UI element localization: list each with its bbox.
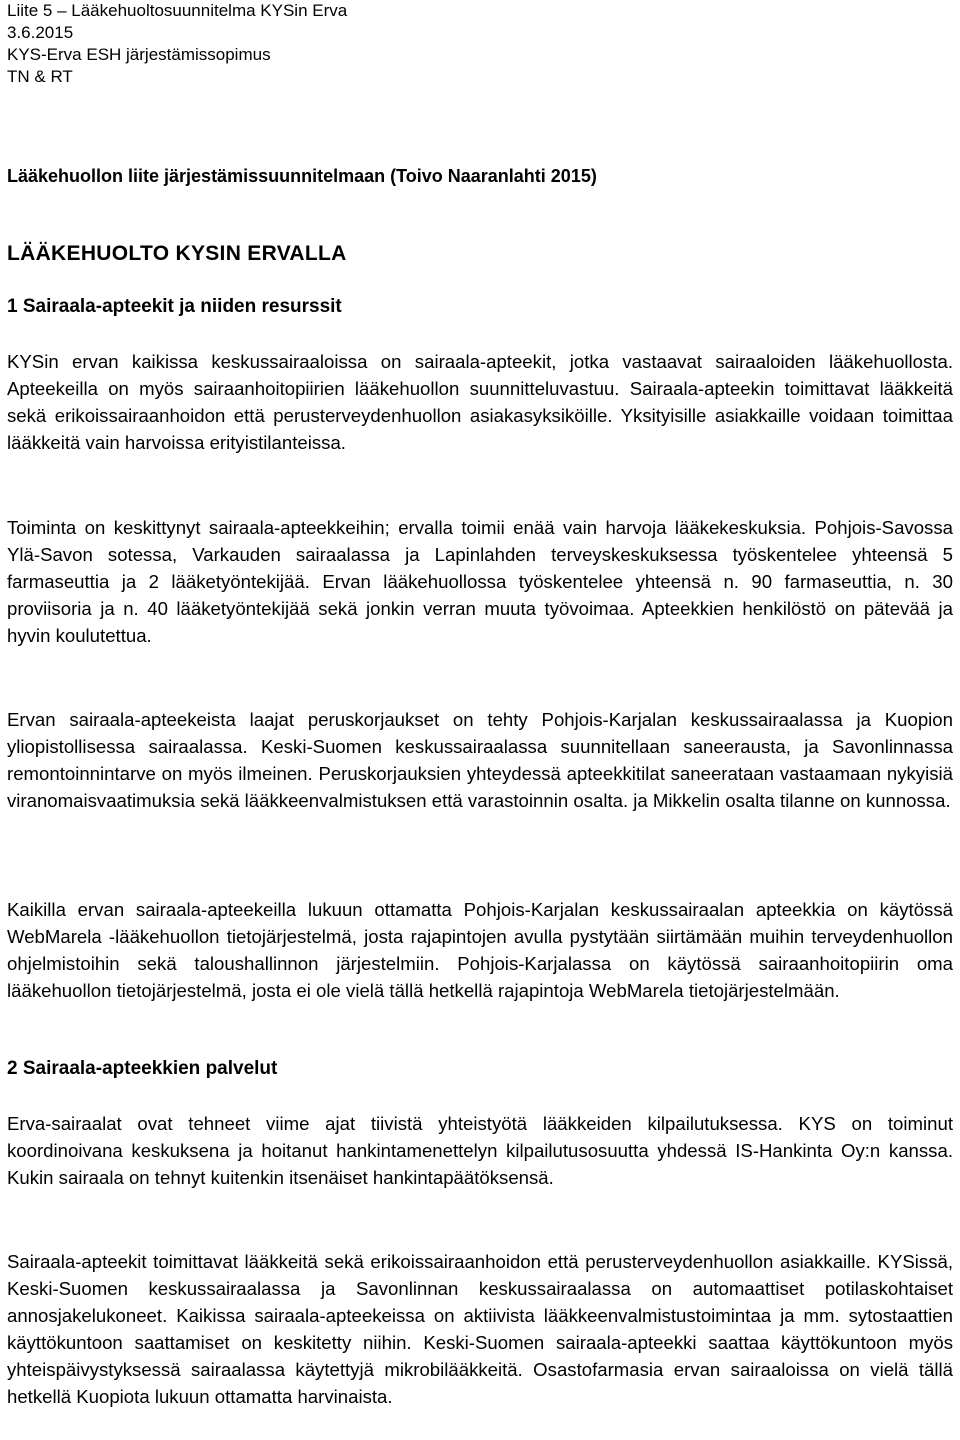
section-1-paragraph-3: Ervan sairaala-apteekeista laajat peruskorjaukset on tehty Pohjois-Karjalan keskussairaalassa ja Kuopion yliopistollisessa sairaalassa. Keski-Suomen keskussairaalassa suunnitellaan saneerausta, ja Savonlinnassa remontoinnintarve on myös ilmeinen. Peruskorjauksien yhteydessä apteekkitilat saneerataan vastaamaan nykyisiä viranomaisvaatimuksia sekä lääkkeenvalmistuksen että varastoinnin osalta. ja Mikkelin osalta tilanne on kunnossa.	[7, 709, 953, 811]
document-title: LÄÄKEHUOLTO KYSIN ERVALLA	[7, 242, 347, 265]
header-line-2: 3.6.2015	[7, 23, 74, 42]
header-line-1: Liite 5 – Lääkehuoltosuunnitelma KYSin Erva	[7, 1, 348, 20]
page-header	[7, 0, 953, 88]
section-2-paragraph-1: Erva-sairaalat ovat tehneet viime ajat tiivistä yhteistyötä lääkkeiden kilpailutuksessa. KYS on toiminut koordinoivana keskuksena ja hoitanut hankintamenettelyn kilpailutusosuutta yhdessä IS-Hankinta Oy:n kanssa. Kukin sairaala on tehnyt kuitenkin itsenäiset hankintapäätöksensä.	[7, 1113, 953, 1188]
document-subtitle: Lääkehuollon liite järjestämissuunnitelmaan (Toivo Naaranlahti 2015)	[7, 166, 597, 186]
header-line-3: KYS-Erva ESH järjestämissopimus	[7, 45, 271, 64]
section-2-paragraph-2: Sairaala-apteekit toimittavat lääkkeitä sekä erikoissairaanhoidon että perusterveydenhuollon asiakkaille. KYSissä, Keski-Suomen keskussairaalassa ja Savonlinnan keskussairaalassa on automaattiset potilaskohtaiset annosjakelukoneet. Kaikissa sairaala-apteekeissa on aktiivista lääkkeenvalmistustoimintaa ja mm. sytostaattien käyttökuntoon saattamiset on keskitetty niihin. Keski-Suomen sairaala-apteekki saattaa käyttökuntoon myös yhteispäivystyksessä sairaalassa käytettyjä mikrobilääkkeitä. Osastofarmasia ervan sairaaloissa on vielä tällä hetkellä Kuopiota lukuun ottamatta harvinaista.	[7, 1251, 953, 1407]
section-1-heading: 1 Sairaala-apteekit ja niiden resurssit	[7, 296, 342, 317]
section-1-paragraph-4: Kaikilla ervan sairaala-apteekeilla lukuun ottamatta Pohjois-Karjalan keskussairaalan apteekkia on käytössä WebMarela -lääkehuollon tietojärjestelmä, josta rajapintojen avulla pystytään siirtämään muihin terveydenhuollon ohjelmistoihin sekä taloushallinnon järjestelmiin. Pohjois-Karjalassa on käytössä sairaanhoitopiirin oma lääkehuollon tietojärjestelmä, josta ei ole vielä tällä hetkellä rajapintoja WebMarela tietojärjestelmään.	[7, 899, 953, 1001]
section-1-paragraph-2: Toiminta on keskittynyt sairaala-apteekkeihin; ervalla toimii enää vain harvoja lääkekeskuksia. Pohjois-Savossa Ylä-Savon sotessa, Varkauden sairaalassa ja Lapinlahden terveyskeskuksessa työskentelee yhteensä 5 farmaseuttia ja 2 lääketyöntekijää. Ervan lääkehuollossa työskentelee yhteensä n. 90 farmaseuttia, n. 30 proviisoria ja n. 40 lääketyöntekijää sekä jonkin verran muuta työvoimaa. Apteekkien henkilöstö on pätevää ja hyvin koulutettua.	[7, 517, 953, 646]
document-page	[7, 0, 953, 1407]
header-line-4: TN & RT	[7, 67, 73, 86]
section-1-paragraph-1: KYSin ervan kaikissa keskussairaaloissa on sairaala-apteekit, jotka vastaavat sairaaloiden lääkehuollosta. Apteekeilla on myös sairaanhoitopiirien lääkehuollon suunnitteluvastuu. Sairaala-apteekin toimittavat lääkkeitä sekä erikoissairaanhoidon että perusterveydenhuollon asiakasyksiköille. Yksityisille asiakkaille voidaan toimittaa lääkkeitä vain harvoissa erityistilanteissa.	[7, 351, 953, 453]
section-2-heading: 2 Sairaala-apteekkien palvelut	[7, 1058, 278, 1079]
